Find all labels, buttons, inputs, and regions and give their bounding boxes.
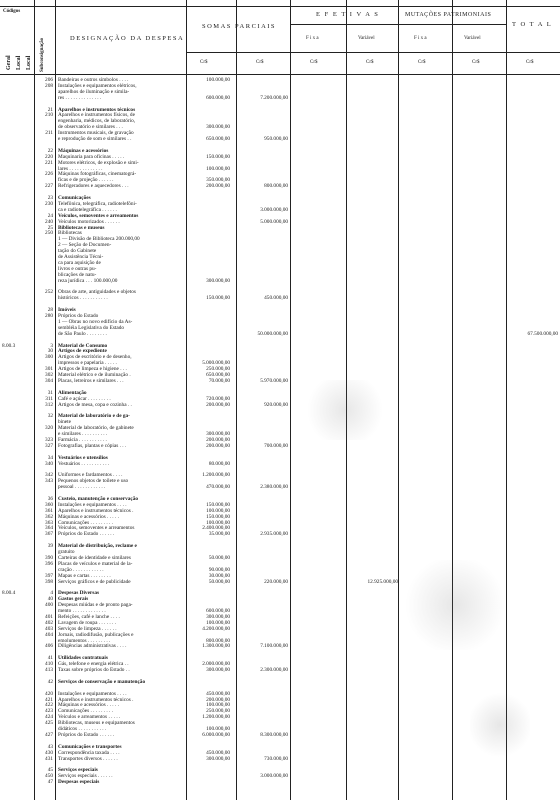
currency-label: Cr$ xyxy=(418,60,426,65)
partial-subtotal-cell: 3.000.000,00 xyxy=(260,206,288,213)
partial-sum-cell: 250.000,00 xyxy=(206,708,230,715)
subconsignment-code-cell: 403 xyxy=(45,625,53,632)
subconsignment-code-cell: 311 xyxy=(45,395,53,402)
description-cell: Próprios do Estado . . . . . . xyxy=(58,731,115,738)
description-cell: Material de Consumo xyxy=(58,342,108,349)
subconsignment-code-cell: 36 xyxy=(47,495,53,502)
header-rule xyxy=(290,24,506,25)
partial-sum-cell: 100.000,00 xyxy=(206,519,230,526)
description-cell: sembléia Legislativa do Estado xyxy=(58,324,125,331)
description-cell: Próprios do Estado . . . . . . xyxy=(58,531,115,538)
partial-sum-cell: 650.000,00 xyxy=(206,136,230,142)
partial-sum-cell: 300.000,00 xyxy=(206,431,230,437)
header-rule xyxy=(0,6,560,7)
description-cell: Instrumentos musicais, de gravação xyxy=(58,130,134,137)
partial-sum-cell: 200.000,00 xyxy=(206,183,230,190)
description-cell: Utilidades contratuais xyxy=(58,655,108,662)
description-cell: livros e outras pu- xyxy=(58,265,97,272)
description-cell: Mapas e cartas . . . . . . . . xyxy=(58,572,111,579)
fixa-heading-2: F i x a xyxy=(414,36,427,41)
partial-subtotal-cell: 730.000,00 xyxy=(264,755,288,762)
partial-subtotal-cell: 450.000,00 xyxy=(264,295,288,302)
description-cell: didáticos . . . . . . . . . . . xyxy=(58,726,107,732)
description-cell: de São Paulo . . . . . . . . xyxy=(58,330,107,337)
description-cell: Aparelhos e instrumentos técnicos xyxy=(58,106,136,113)
partial-sum-cell: 250.000,00 xyxy=(206,366,230,373)
partial-sum-cell: 300.000,00 xyxy=(206,124,230,131)
description-cell: Máquinas e acessórios . . . . . xyxy=(58,513,119,520)
codigos-heading: Códigos xyxy=(3,9,21,14)
description-cell: Bibliotecas, museus e equipamentos xyxy=(58,720,135,727)
partial-sum-cell: 1.200.000,00 xyxy=(202,714,230,721)
description-cell: Farmácia . . . . . . . . . . . xyxy=(58,436,107,443)
description-cell: Transportes diversos . . . . . . xyxy=(58,755,118,762)
subconsignment-code-cell: 404 xyxy=(45,631,53,638)
subconsignment-code-cell: 410 xyxy=(45,661,53,668)
subconsignment-code-cell: 300 xyxy=(45,354,53,361)
subconsignment-code-cell: 423 xyxy=(45,708,53,715)
partial-subtotal-cell: 950.000,00 xyxy=(264,136,288,142)
partial-sum-cell: 150.000,00 xyxy=(206,295,230,302)
description-cell: impressos e papelaria . . . . . xyxy=(58,360,117,367)
description-cell: pessoal . . . . . . . . . . . . xyxy=(58,484,106,491)
partial-sum-cell: 100.000,00 xyxy=(206,702,230,709)
currency-label: Cr$ xyxy=(200,60,208,65)
subconsignment-code-cell: 42 xyxy=(47,678,53,685)
description-cell: Imóveis xyxy=(58,307,76,314)
partial-sum-cell: 50.000,00 xyxy=(208,578,230,585)
description-cell: Veículos e arreamentos . . . . . xyxy=(58,714,121,721)
partial-subtotal-cell: 920.000,00 xyxy=(264,401,288,408)
subconsignment-code-cell: 361 xyxy=(45,507,53,514)
fixa-heading: F i x a xyxy=(306,36,319,41)
subconsignment-code-cell: 340 xyxy=(45,460,53,467)
subconsignment-code-cell: 206 xyxy=(45,77,53,83)
description-cell: Serviços especiais . . . . . . xyxy=(58,773,113,780)
description-cell: Maquinaria para oficinas . . . . . xyxy=(58,153,125,160)
variavel-heading: Variável xyxy=(358,36,375,41)
description-cell: Comunicações e transportes xyxy=(58,743,122,750)
subconsignment-code-cell: 24 xyxy=(47,212,53,219)
subconsignment-code-cell: 230 xyxy=(45,200,53,207)
subconsignment-code-cell: 364 xyxy=(45,525,53,532)
partial-subtotal-cell: 2.300.000,00 xyxy=(260,667,288,673)
subconsignment-code-cell: 302 xyxy=(45,372,53,378)
variavel-heading-2: Variável xyxy=(464,36,481,41)
description-cell: 1 — Obras no novo edifício da As- xyxy=(58,318,133,325)
partial-sum-cell: 350.000,00 xyxy=(206,177,230,184)
subconsignment-code-cell: 401 xyxy=(45,613,53,620)
partial-sum-cell: 100.000,00 xyxy=(206,165,230,172)
header-rule xyxy=(0,74,560,75)
description-cell: Veículos motorizados . . . . . . xyxy=(58,218,120,225)
subconsignment-code-cell: 400 xyxy=(45,602,53,609)
subconsignment-code-cell: 420 xyxy=(45,690,53,697)
description-cell: Comunicações xyxy=(58,195,91,201)
subconsignment-code-cell: 208 xyxy=(45,82,53,89)
geral-heading: Geral xyxy=(6,55,12,70)
description-cell: Refeições, café e lanche . . . . xyxy=(58,613,120,620)
description-cell: Aparelhos e instrumentos técnicos . xyxy=(58,507,134,514)
description-cell: ficas e de projeção . . . . . . xyxy=(58,177,114,184)
description-cell: Serviços gráficos e de publicidade xyxy=(58,578,131,585)
description-cell: Alimentação xyxy=(58,389,87,396)
partial-sum-cell: 150.000,00 xyxy=(206,501,230,508)
description-cell: Serviços de limpeza . . . . . . xyxy=(58,625,117,632)
subconsignment-code-cell: 220 xyxy=(45,153,53,160)
partial-subtotal-cell: 7.200.000,00 xyxy=(260,94,288,101)
partial-subtotal-cell: 2.935.000,00 xyxy=(260,531,288,538)
description-cell: de observatório e similares . . . xyxy=(58,124,123,131)
partial-sum-cell: 450.000,00 xyxy=(206,749,230,756)
description-cell: Motores elétricos, de explosão e simi- xyxy=(58,159,139,166)
partial-subtotal-cell: 220.000,00 xyxy=(264,578,288,585)
partial-sum-cell: 70.000,00 xyxy=(208,377,230,384)
subconsignment-code-cell: 252 xyxy=(45,289,53,296)
description-cell: Material de laboratório, de gabinete xyxy=(58,425,134,432)
subconsignment-code-cell: 4 xyxy=(50,590,53,597)
subconsignment-code-cell: 22 xyxy=(47,147,53,154)
description-cell: Taxas sobre próprios do Estado . . xyxy=(58,667,130,673)
somas-parciais-heading: SOMAS PARCIAIS xyxy=(202,23,277,30)
subconsignment-code-cell: 362 xyxy=(45,513,53,520)
partial-sum-cell: 720.000,00 xyxy=(206,395,230,402)
mutacoes-heading: MUTAÇÕES PATRIMONIAIS xyxy=(405,12,492,18)
description-cell: cração . . . . . . . . . . . . xyxy=(58,566,104,573)
subconsignment-code-cell: 40 xyxy=(47,596,53,603)
partial-subtotal-cell: 700.000,00 xyxy=(264,442,288,449)
description-cell: Instalações e equipamentos . . . . xyxy=(58,501,127,508)
partial-sum-cell: 300.000,00 xyxy=(206,667,230,673)
currency-label: Cr$ xyxy=(310,60,318,65)
subconsignment-code-cell: 3 xyxy=(50,342,53,349)
description-cell: Gastos gerais xyxy=(58,596,89,603)
subconsignment-code-cell: 25 xyxy=(47,224,53,231)
subconsignment-code-cell: 227 xyxy=(45,183,53,190)
currency-label: Cr$ xyxy=(366,60,374,65)
description-cell: Instalações e equipamentos elétricos, xyxy=(58,82,137,89)
partial-sum-cell: 200.000,00 xyxy=(206,436,230,443)
partial-sum-cell: 150.000,00 xyxy=(206,153,230,160)
subconsignment-code-cell: 41 xyxy=(47,655,53,662)
subconsignment-code-cell: 390 xyxy=(45,554,53,561)
subconsignment-code-cell: 424 xyxy=(45,714,53,721)
description-cell: Correspondência taxada . . . . xyxy=(58,749,120,756)
total-heading: T O T A L xyxy=(512,21,553,28)
subconsignment-code-cell: 396 xyxy=(45,560,53,567)
subconsignment-code-cell: 226 xyxy=(45,171,53,178)
subconsignment-code-cell: 343 xyxy=(45,478,53,485)
subconsignment-code-cell: 23 xyxy=(47,195,53,201)
description-cell: engenharia, médicos, de laboratório, xyxy=(58,118,136,125)
subconsignment-code-cell: 312 xyxy=(45,401,53,408)
partial-sum-cell: 650.000,00 xyxy=(206,372,230,378)
description-cell: ca e radiotelegráfica . . . . . . xyxy=(58,206,117,213)
partial-subtotal-cell: 800.000,00 xyxy=(264,183,288,190)
description-cell: Veículos, semoventes e arreamentos xyxy=(58,525,135,532)
description-cell: Artigos de expediente xyxy=(58,348,107,355)
subconsignment-code-cell: 210 xyxy=(45,112,53,119)
partial-sum-cell: 150.000,00 xyxy=(206,513,230,520)
partial-sum-cell: 100.000,00 xyxy=(206,77,230,83)
partial-sum-cell: 450.000,00 xyxy=(206,690,230,697)
subconsignment-code-cell: 30 xyxy=(47,348,53,355)
description-cell: Custeio, manutenção e conservação xyxy=(58,495,139,502)
subconsignment-code-cell: 211 xyxy=(45,130,53,137)
subconsignment-code-cell: 430 xyxy=(45,749,53,756)
subconsignment-code-cell: 304 xyxy=(45,377,53,384)
description-cell: Refrigeradores e aquecedores . . . xyxy=(58,183,129,190)
expense-table-body xyxy=(0,76,560,800)
description-cell: Artigos de escritório e de desenho, xyxy=(58,354,132,361)
description-cell: Pequenos objetos de toilete e uso xyxy=(58,478,129,485)
table-row xyxy=(0,778,560,786)
description-cell: binete xyxy=(58,419,71,426)
currency-label: Cr$ xyxy=(256,60,264,65)
header-rule xyxy=(186,52,560,53)
partial-sum-cell: 5.000.000,00 xyxy=(202,360,230,367)
description-cell: Obras de arte, antiguidades e objetos xyxy=(58,289,136,296)
subconsignment-code-cell: 221 xyxy=(45,159,53,166)
subconsignment-code-cell: 398 xyxy=(45,578,53,585)
subconsignment-code-cell: 422 xyxy=(45,702,53,709)
partial-sum-cell: 200.000,00 xyxy=(206,401,230,408)
description-cell: 1 — Divisão de Biblioteca 200.000,00 xyxy=(58,236,140,243)
partial-sum-cell: 6.000.000,00 xyxy=(202,731,230,738)
local-heading-2: Local xyxy=(26,55,32,70)
currency-label: Cr$ xyxy=(472,60,480,65)
description-cell: reza jurídica . . . 100.000,00 xyxy=(58,277,118,284)
subconsignment-code-cell: 360 xyxy=(45,501,53,508)
partial-sum-cell: 4.200.000,00 xyxy=(202,625,230,632)
designacao-heading: DESIGNAÇÃO DA DESPESA xyxy=(70,35,185,42)
partial-sum-cell: 800.000,00 xyxy=(206,637,230,644)
description-cell: Despesas miúdas e de pronto paga- xyxy=(58,602,133,609)
description-cell: Aparelhos e instrumentos físicos, de xyxy=(58,112,135,119)
subconsignment-code-cell: 39 xyxy=(47,543,53,550)
subconsignment-code-cell: 250 xyxy=(45,230,53,237)
subconsignment-code-cell: 425 xyxy=(45,720,53,727)
subconsignment-code-cell: 427 xyxy=(45,731,53,738)
description-cell: Comunicações . . . . . . . . . xyxy=(58,519,114,526)
partial-subtotal-cell: 3.000.000,00 xyxy=(260,773,288,780)
description-cell: Máquinas fotográficas, cinematográ- xyxy=(58,171,137,178)
subconsignment-code-cell: 320 xyxy=(45,425,53,432)
description-cell: Artigos de limpeza e higiene . . . xyxy=(58,366,127,373)
partial-sum-cell: 100.000,00 xyxy=(206,507,230,514)
subconsignment-code-cell: 431 xyxy=(45,755,53,762)
description-cell: Material de laboratório e de ga- xyxy=(58,413,130,420)
partial-sum-cell: 30.000,00 xyxy=(208,572,230,579)
subconsignment-code-cell: 402 xyxy=(45,619,53,626)
partial-sum-cell: 100.000,00 xyxy=(206,619,230,626)
subconsignment-code-cell: 21 xyxy=(47,106,53,113)
description-cell: Instalações e equipamentos . . . . xyxy=(58,690,127,697)
partial-subtotal-cell: 2.380.000,00 xyxy=(260,484,288,491)
description-cell: Aparelhos e instrumentos técnicos . xyxy=(58,696,134,703)
subconsignment-code-cell: 413 xyxy=(45,667,53,673)
partial-sum-cell: 1.200.000,00 xyxy=(202,472,230,479)
subconsignacao-heading: Subconsignação xyxy=(40,37,45,72)
description-cell: históricos . . . . . . . . . . . xyxy=(58,295,108,302)
partial-subtotal-cell: 5.000.000,00 xyxy=(260,218,288,225)
description-cell: mento . . . . . . . . . . . . . xyxy=(58,608,106,614)
subconsignment-code-cell: 43 xyxy=(47,743,53,750)
subconsignment-code-cell: 363 xyxy=(45,519,53,526)
description-cell: Serviços de conservação e manutenção xyxy=(58,678,146,685)
subconsignment-code-cell: 342 xyxy=(45,472,53,479)
total-cell: 67.500.000,00 xyxy=(527,330,558,337)
partial-sum-cell: 90.000,00 xyxy=(208,566,230,573)
subconsignment-code-cell: 34 xyxy=(47,454,53,461)
partial-sum-cell: 50.000,00 xyxy=(208,554,230,561)
subconsignment-code-cell: 32 xyxy=(47,413,53,420)
description-cell: Material elétrico e de iluminação . xyxy=(58,372,131,378)
description-cell: Vestuários . . . . . . . . . . . xyxy=(58,460,110,467)
description-cell: Gás, telefone e energia elétrica . . xyxy=(58,661,129,668)
description-cell: Bandeiras e outros símbolos . . . . xyxy=(58,77,129,83)
partial-sum-cell: 2.000.000,00 xyxy=(202,661,230,668)
partial-subtotal-cell: 7.100.000,00 xyxy=(260,643,288,650)
subconsignment-code-cell: 367 xyxy=(45,531,53,538)
subconsignment-code-cell: 397 xyxy=(45,572,53,579)
description-cell: aparelhos de iluminação e simila- xyxy=(58,88,130,95)
partial-subtotal-cell: 50.000.000,00 xyxy=(257,330,288,337)
efetivas-heading: E F E T I V A S xyxy=(316,11,380,18)
description-cell: Placas de veículos e material de la- xyxy=(58,560,133,567)
partial-sum-cell: 200.000,00 xyxy=(206,696,230,703)
partial-sum-cell: 200.000,00 xyxy=(206,442,230,449)
description-cell: Jornais, radiodifusão, publicações e xyxy=(58,631,134,638)
partial-sum-cell: 300.000,00 xyxy=(206,755,230,762)
partial-subtotal-cell: 5.970.000,00 xyxy=(260,377,288,384)
subconsignment-code-cell: 280 xyxy=(45,313,53,319)
local-heading: Local xyxy=(16,55,22,70)
subconsignment-code-cell: 323 xyxy=(45,436,53,443)
subconsignment-code-cell: 28 xyxy=(47,307,53,314)
subconsignment-code-cell: 327 xyxy=(45,442,53,449)
description-cell: e similares . . . . . . . . . . xyxy=(58,431,108,437)
partial-sum-cell: 470.000,00 xyxy=(206,484,230,491)
currency-label: Cr$ xyxy=(526,60,534,65)
description-cell: Serviços especiais xyxy=(58,767,98,774)
description-cell: Placas, letreiros e similares . . . xyxy=(58,377,124,384)
description-cell: Diligências administrativas . . . . xyxy=(58,643,127,650)
subconsignment-code-cell: 240 xyxy=(45,218,53,225)
general-code-cell: 8.00.3 xyxy=(2,342,16,349)
partial-sum-cell: 80.000,00 xyxy=(208,460,230,467)
subconsignment-code-cell: 47 xyxy=(47,779,53,786)
description-cell: 2 — Seção de Documen- xyxy=(58,242,112,249)
subconsignment-code-cell: 421 xyxy=(45,696,53,703)
description-cell: de Assistência Técni- xyxy=(58,254,104,260)
description-cell: Máquinas e acessórios xyxy=(58,147,109,154)
description-cell: tação do Gabinete xyxy=(58,248,97,255)
description-cell: Bibliotecas e museus xyxy=(58,224,105,231)
partial-sum-cell: 300.000,00 xyxy=(206,613,230,620)
subconsignment-code-cell: 406 xyxy=(45,643,53,650)
partial-sum-cell: 300.000,00 xyxy=(206,277,230,284)
general-code-cell: 8.00.4 xyxy=(2,590,16,597)
description-cell: Artigos de mesa, copa e cozinha . . xyxy=(58,401,132,408)
description-cell: Café e açúcar . . . . . . . . . xyxy=(58,395,111,402)
description-cell: Despesas Diversas xyxy=(58,590,100,597)
description-cell: Veículos, semoventes e arreamentos xyxy=(58,212,139,219)
partial-subtotal-cell: 8.300.000,00 xyxy=(260,731,288,738)
description-cell: emolumentos . . . . . . . . . xyxy=(58,637,111,644)
partial-sum-cell: 600.000,00 xyxy=(206,94,230,101)
description-cell: Material de distribuição, reclame e xyxy=(58,543,137,550)
subconsignment-code-cell: 450 xyxy=(45,773,53,780)
subconsignment-code-cell: 301 xyxy=(45,366,53,373)
description-cell: Carteiras de identidade e similares xyxy=(58,554,131,561)
description-cell: Uniformes e fardamentos . . . . xyxy=(58,472,123,479)
description-cell: res . . . . . . . . . . . . . . xyxy=(58,94,102,101)
description-cell: ca para aquisição de xyxy=(58,259,101,266)
description-cell: gratuito xyxy=(58,549,75,555)
description-cell: Próprios do Estado xyxy=(58,313,99,319)
description-cell: lares . . . . . . . . . . . . . xyxy=(58,165,103,172)
description-cell: Comunicações . . . . . . . . . xyxy=(58,708,114,715)
subconsignment-code-cell: 31 xyxy=(47,389,53,396)
description-cell: Despesas especiais xyxy=(58,779,100,786)
partial-sum-cell: 35.000,00 xyxy=(208,531,230,538)
partial-sum-cell: 100.000,00 xyxy=(206,726,230,732)
description-cell: Telefônica, telegráfica, radiotelefôni- xyxy=(58,200,137,207)
partial-sum-cell: 2.400.000,00 xyxy=(202,525,230,532)
partial-sum-cell: 600.000,00 xyxy=(206,608,230,614)
subconsignment-code-cell: 45 xyxy=(47,767,53,774)
description-cell: Vestuários e utensílios xyxy=(58,454,108,461)
description-cell: e reprodução de som e similares . . xyxy=(58,136,132,142)
variable-expense-cell: 12.925.000,00 xyxy=(367,578,398,585)
description-cell: Lavagem de roupa . . . . . . . xyxy=(58,619,116,626)
description-cell: Fotografias, plantas e cópias . . . xyxy=(58,442,127,449)
partial-sum-cell: 1.300.000,00 xyxy=(202,643,230,650)
description-cell: Máquinas e acessórios . . . . . xyxy=(58,702,119,709)
description-cell: Bibliotecas xyxy=(58,230,82,237)
description-cell: blicações de natu- xyxy=(58,271,97,278)
